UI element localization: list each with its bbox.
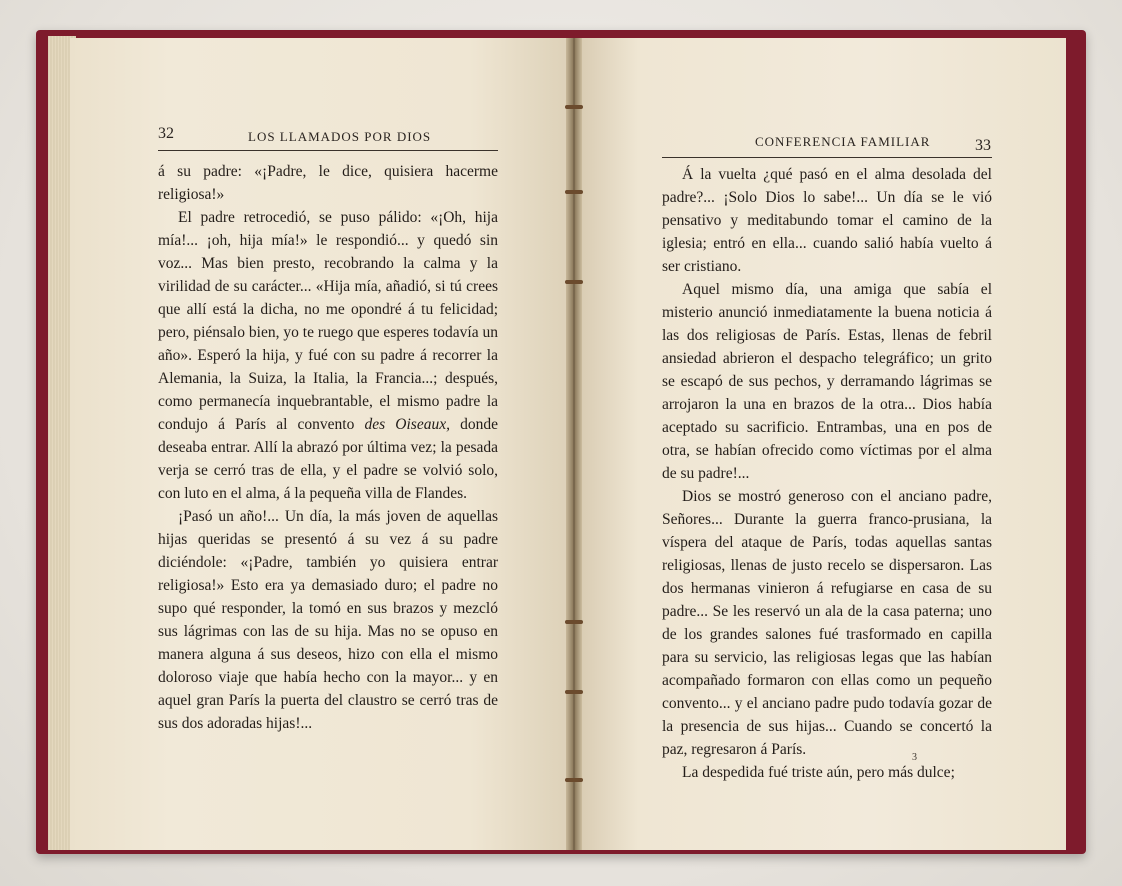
- binding-stitch: [565, 190, 583, 194]
- left-running-head: LOS LLAMADOS POR DIOS: [248, 129, 432, 144]
- right-running-head: CONFERENCIA FAMILIAR: [755, 134, 931, 149]
- book-gutter: [566, 38, 582, 850]
- paragraph: La despedida fué triste aún, pero más dulce;: [682, 764, 955, 781]
- binding-stitch: [565, 280, 583, 284]
- right-header-rule: [662, 157, 992, 158]
- paragraph: Dios se mostró generoso con el anciano padre, Señores... Durante la guerra franco-prusiana, la víspera del ataque de París, todas aquellas santas religiosas, llenas de justo recelo se dispersaron. Las dos hermanas vinieron á refugiarse en casa de su padre... Se les reservó un ala de la casa paterna; uno de los grandes salones fué trasformado en capilla para su servicio, las religiosas legas que las habían acompañado formaron con ellas como un pequeño convento... y el anciano padre pudo todavía gozar de la presencia de sus hijas... Cuando se concertó la paz, regresaron á París.: [662, 488, 992, 758]
- italic-text: des Oiseaux,: [364, 416, 450, 433]
- binding-stitch: [565, 690, 583, 694]
- left-header-rule: [158, 150, 498, 151]
- binding-stitch: [565, 778, 583, 782]
- paragraph: Á la vuelta ¿qué pasó en el alma desolada del padre?... ¡Solo Dios lo sabe!... Un día se le vió pensativo y meditabundo tomar el camino de la iglesia; entró en ella... cuando salió había vuelto á ser cristiano.: [662, 166, 992, 275]
- left-body-text: [158, 160, 498, 735]
- left-page-number: 32: [158, 125, 174, 142]
- binding-stitch: [565, 105, 583, 109]
- signature-mark: 3: [912, 752, 917, 763]
- right-page-number: 33: [975, 137, 991, 154]
- right-body-text: [662, 163, 992, 784]
- paragraph: ¡Pasó un año!... Un día, la más joven de aquellas hijas queridas se presentó á su vez á su padre diciéndole: «¡Padre, también yo quisiera entrar religiosa!» Esto era ya demasiado duro; el padre no supo qué responder, la tomó en sus brazos y mezcló sus lágrimas con las de su hija. Mas no se opuso en manera alguna á sus deseos, hizo con ella el mismo doloroso viaje que había hecho con la mayor... y en aquel gran París la puerta del claustro se cerró tras de sus dos adoradas hijas!...: [158, 508, 498, 732]
- paragraph: Aquel mismo día, una amiga que sabía el misterio anunció inmediatamente la buena noticia á las dos religiosas de París. Estas, llenas de febril ansiedad abrieron el despacho telegráfico; un grito se escapó de sus pechos, y derramando lágrimas se arrojaron la una en brazos de la otra... Dios había aceptado su sacrificio. Entrambas, una en pos de otra, se habían ofrecido como víctimas por el alma de su padre!...: [662, 281, 992, 482]
- paragraph: á su padre: «¡Padre, le dice, quisiera hacerme religiosa!»: [158, 163, 498, 203]
- paragraph: El padre retrocedió, se puso pálido: «¡Oh, hija mía!... ¡oh, hija mía!» le respondió... y quedó sin voz... Mas bien presto, recobrando la calma y la virilidad de su carácter... «Hija mía, añadió, si tú crees que allí está la dicha, no me opondré á tu felicidad; pero, piénsalo bien, yo te ruego que esperes todavía un año». Esperó la hija, y fué con su padre á recorrer la Alemania, la Suiza, la Italia, la Francia...; después, como permanecía inquebrantable, el mismo padre la condujo á París al convento des Oiseaux, donde deseaba entrar. Allí la abrazó por última vez; la pesada verja se cerró tras de ella, y el padre se volvió solo, con luto en el alma, á la pequeña villa de Flandes.: [158, 209, 498, 502]
- binding-stitch: [565, 620, 583, 624]
